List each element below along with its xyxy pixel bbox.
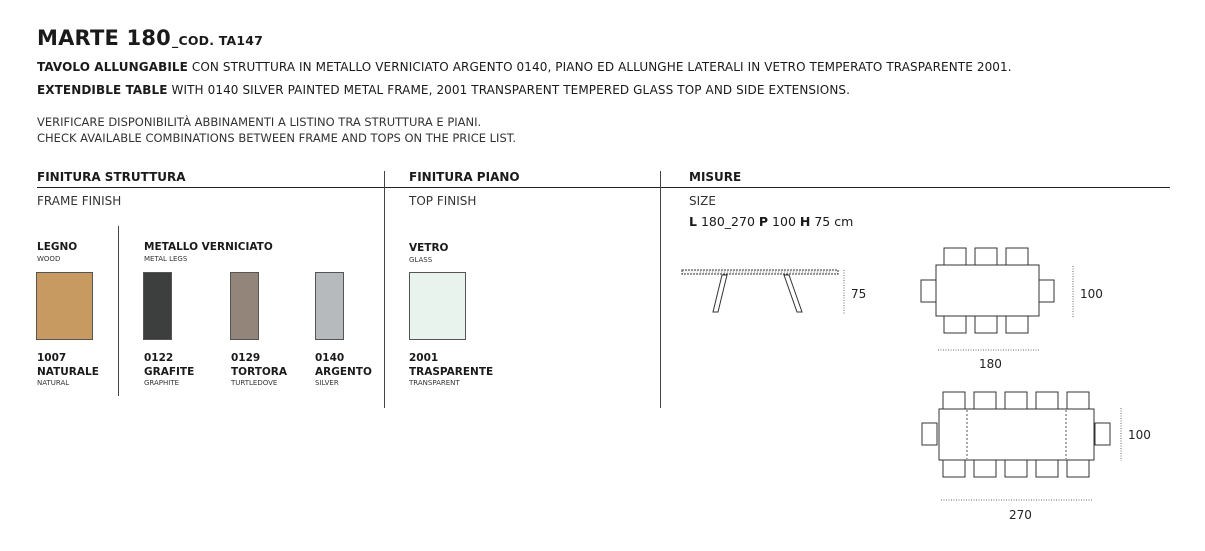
chair-left — [921, 280, 936, 302]
table-leg-right — [784, 275, 802, 312]
size-length-label: L — [689, 214, 697, 229]
size-depth-value: 100 — [768, 214, 800, 229]
chair-bottom — [1036, 460, 1058, 477]
dim-height-label: 75 — [851, 287, 867, 301]
chair-bottom — [944, 316, 966, 333]
size-height-label: H — [799, 214, 811, 229]
chair-top — [944, 248, 966, 265]
chair-top — [974, 392, 996, 409]
finish-name: TORTORA — [231, 366, 288, 378]
chair-right — [1039, 280, 1054, 302]
table-top-extended — [939, 409, 1094, 460]
finish-name-english: NATURAL — [37, 379, 70, 387]
frame-finish-subheading: FRAME FINISH — [37, 194, 122, 208]
finish-name-english: TURTLEDOVE — [231, 379, 278, 387]
chair-right — [1095, 423, 1110, 445]
wood-group-sublabel: WOOD — [37, 255, 61, 263]
table-plan-extended — [922, 392, 1121, 500]
metal-group-label: METALLO VERNICIATO — [144, 241, 273, 253]
chair-bottom — [943, 460, 965, 477]
chair-bottom — [974, 460, 996, 477]
finish-name-english: GRAPHITE — [144, 379, 180, 387]
dim-depth-closed: 100 — [1080, 287, 1103, 301]
size-depth-label: P — [758, 214, 769, 229]
chair-bottom — [1006, 316, 1028, 333]
chair-top — [1006, 248, 1028, 265]
glass-group-label: VETRO — [409, 242, 449, 254]
dim-length-closed: 180 — [979, 357, 1002, 371]
finish-code: 2001 — [409, 352, 439, 364]
table-plan-closed — [921, 248, 1073, 350]
finish-name-english: SILVER — [315, 379, 339, 387]
top-finish-subheading: TOP FINISH — [409, 194, 477, 208]
finish-code: 0129 — [231, 352, 261, 364]
description-english-bold: EXTENDIBLE TABLE — [37, 83, 168, 97]
chair-left — [922, 423, 937, 445]
size-heading: MISURE — [689, 170, 742, 184]
wood-group-label: LEGNO — [37, 241, 78, 253]
finish-name: TRASPARENTE — [409, 366, 494, 378]
description-italian-bold: TAVOLO ALLUNGABILE — [37, 60, 188, 74]
finish-name: ARGENTO — [315, 366, 372, 378]
note-italian: VERIFICARE DISPONIBILITÀ ABBINAMENTI A LISTINO TRA STRUTTURA E PIANI. — [37, 115, 482, 129]
note-english: CHECK AVAILABLE COMBINATIONS BETWEEN FRAME AND TOPS ON THE PRICE LIST. — [37, 131, 517, 145]
dim-length-extended: 270 — [1009, 508, 1032, 522]
chair-bottom — [975, 316, 997, 333]
finish-code: 1007 — [37, 352, 67, 364]
size-height-value: 75 cm — [810, 214, 854, 229]
size-subheading: SIZE — [689, 194, 716, 208]
product-model: MARTE 180 — [37, 26, 171, 50]
table-top-closed — [936, 265, 1039, 316]
description-italian-text: CON STRUTTURA IN METALLO VERNICIATO ARGENTO 0140, PIANO ED ALLUNGHE LATERALI IN VETRO TEMPERATO TRASPARENTE 2001. — [187, 60, 1012, 74]
frame-finish-heading: FINITURA STRUTTURA — [37, 170, 186, 184]
product-code: _COD. TA147 — [172, 33, 264, 48]
finish-name: GRAFITE — [144, 366, 195, 378]
chair-top — [1005, 392, 1027, 409]
chair-top — [975, 248, 997, 265]
description-english-text: WITH 0140 SILVER PAINTED METAL FRAME, 2001 TRANSPARENT TEMPERED GLASS TOP AND SIDE EXTENSIONS. — [167, 83, 851, 97]
table-leg-left — [713, 275, 727, 312]
size-length-value: 180_270 — [696, 214, 759, 229]
table-side-view — [682, 270, 844, 314]
top-finish-heading: FINITURA PIANO — [409, 170, 520, 184]
dim-depth-extended: 100 — [1128, 428, 1151, 442]
chair-top — [1067, 392, 1089, 409]
finish-name: NATURALE — [37, 366, 99, 378]
chair-bottom — [1067, 460, 1089, 477]
metal-group-sublabel: METAL LEGS — [144, 255, 188, 263]
glass-group-sublabel: GLASS — [409, 256, 433, 264]
chair-top — [943, 392, 965, 409]
chair-top — [1036, 392, 1058, 409]
finish-code: 0140 — [315, 352, 345, 364]
finish-name-english: TRANSPARENT — [409, 379, 460, 387]
finish-code: 0122 — [144, 352, 174, 364]
chair-bottom — [1005, 460, 1027, 477]
